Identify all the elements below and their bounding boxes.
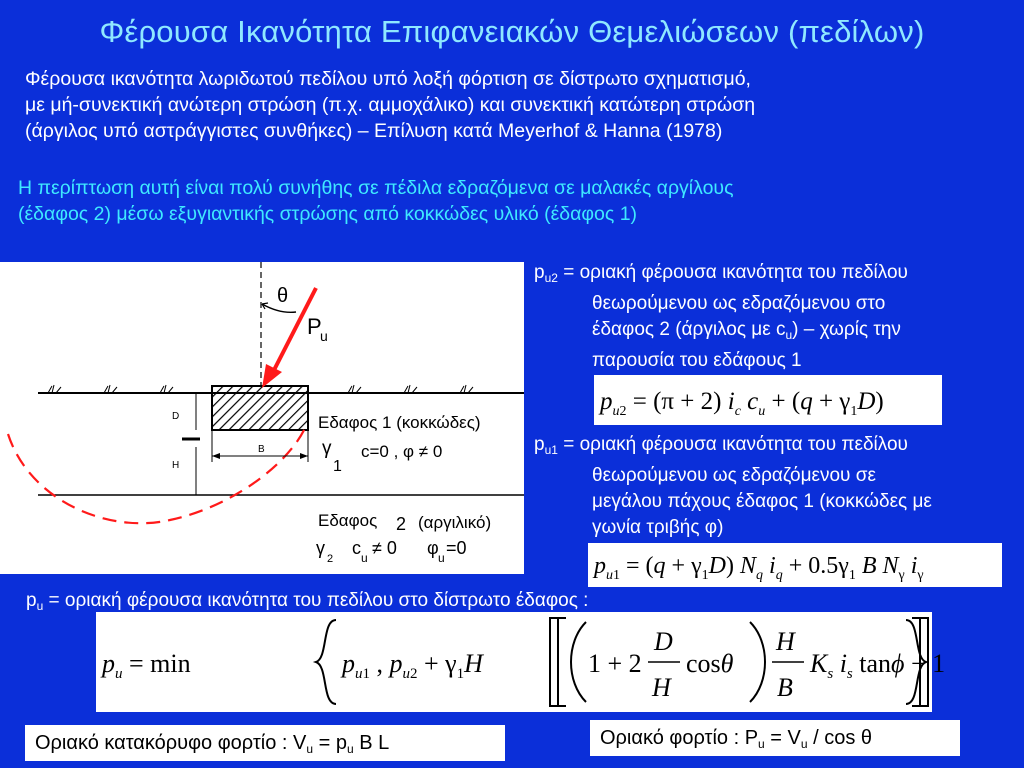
pu-equation-svg (96, 612, 946, 712)
svg-text:1 + 2: 1 + 2 (588, 649, 642, 678)
intro-paragraph (25, 66, 1005, 144)
dim-d-label: D (172, 411, 180, 422)
soil2-gamma-sub: 2 (327, 553, 334, 565)
failure-surface-curve (8, 426, 306, 523)
intro-line-1: Φέρουσα ικανότητα λωριδωτού πεδίλου υπό λοξή φόρτιση σε δίστρωτο σχηματισμό, (25, 68, 751, 90)
theta-label: θ (277, 285, 289, 307)
pu1-equation (588, 543, 1002, 587)
soil2-gamma: γ (316, 538, 325, 558)
pu1-equation-svg (588, 543, 1002, 587)
pu-equation (96, 612, 946, 712)
footing-block (212, 386, 308, 430)
note-paragraph (18, 175, 1008, 227)
svg-text:cosθ: cosθ (686, 649, 734, 678)
pu2-equation-text: $p_u2 = (\pi + 2)$ $i_c$ $c_u + (q + \gamma_1D)$ (600, 388, 884, 419)
svg-text:pu1 , pu2 + γ1H: $p_u1$ , $p_u2 + \gamma_1H$ (342, 649, 483, 682)
load-label-sub: u (320, 328, 328, 344)
soil2-c-value: ≠ 0 (372, 538, 397, 558)
note-line-1: Η περίπτωση αυτή είναι πολύ συνήθης σε πέδιλα εδραζόμενα σε μαλακές αργίλους (18, 177, 734, 199)
soil2-phi: φ (427, 538, 439, 558)
pu-equation-text (100, 618, 945, 706)
foundation-diagram-svg (0, 262, 524, 574)
soil2-label: Εδαφος (318, 511, 378, 530)
soil2-phi-value: =0 (446, 538, 467, 558)
intro-line-2: με μή-συνεκτική ανώτερη στρώση (π.χ. αμμοχάλικο) και συνεκτική κατώτερη στρώση (25, 94, 756, 116)
pu-symbol: p (26, 590, 37, 611)
pu2-equation-svg (594, 375, 942, 425)
soil2-type: (αργιλικό) (418, 513, 492, 532)
load-label-p: P (307, 314, 322, 339)
vertical-load-box: Οριακό κατακόρυφο φορτίο : $V_u = p_u$ B L (25, 725, 505, 761)
pu2-symbol: p (534, 262, 545, 283)
ultimate-load-box: Οριακό φορτίο : $P_u = V_u / \cos \theta$ (590, 720, 960, 756)
svg-text:D: D (654, 627, 673, 656)
pu2-definition: $p_{u2} = o\rho\iota\alpha\kappa ή$ φέρουσα ικανότητα του πεδίλου θεωρούμενου ως εδραζόμενου στο έδαφος 2 (άργιλος με $c_u$) – χωρίς την παρουσία του εδάφους 1 (534, 262, 908, 371)
foundation-diagram (0, 262, 524, 574)
load-arrow-head (262, 364, 282, 388)
soil1-gamma: γ (322, 438, 332, 459)
soil1-gamma-sub: 1 (333, 458, 342, 475)
soil1-label: Εδαφος 1 (κοκκώδες) (318, 413, 481, 432)
pu2-equation (594, 375, 942, 425)
soil2-c-sub: u (361, 551, 368, 565)
pu1-symbol: p (534, 434, 545, 455)
svg-text:Ks is tanϕ − 1: $K_s$ $i_s$ tanϕ − 1 (810, 649, 946, 682)
pu-definition: $p_u = o\rho\iota\alpha\kappa ή$ φέρουσα ικανότητα του πεδίλου στο δίστρωτο έδαφος : (26, 590, 589, 613)
pu1-equation-text: $p_u1 = (q + \gamma_1D)$ $N_q$ $i_q + 0.5\gamma_1$ B $N_\gamma$ $i_\gamma$ (594, 553, 924, 583)
dim-h-label: H (172, 460, 180, 471)
svg-text:B: B (777, 673, 793, 702)
svg-text:pu = min: $p_u = \min$ (102, 649, 191, 682)
svg-text:H: H (776, 627, 795, 656)
pu1-definition: $p_{u1} = o\rho\iota\alpha\kappa ή$ φέρουσα ικανότητα του πεδίλου θεωρούμενου ως εδραζόμενου σε μεγάλου πάχους έδαφος 1 (κοκκώδες με γωνία τριβής φ) (534, 434, 932, 538)
note-line-2: (έδαφος 2) μέσω εξυγιαντικής στρώσης από κοκκώδες υλικό (έδαφος 1) (18, 203, 638, 225)
page-title: Φέρουσα Ικανότητα Επιφανειακών Θεμελιώσεων (πεδίλων) (99, 14, 925, 49)
svg-text:H: H (652, 673, 671, 702)
dim-b-label: B (258, 444, 265, 455)
soil2-number: 2 (396, 514, 407, 534)
intro-line-3: (άργιλος υπό αστράγγιστες συνθήκες) – Επίλυση κατά Meyerhof & Hanna (1978) (25, 120, 723, 142)
soil1-properties: c=0 , φ ≠ 0 (361, 442, 443, 461)
soil2-phi-sub: u (438, 551, 445, 565)
soil2-c: c (352, 538, 361, 558)
